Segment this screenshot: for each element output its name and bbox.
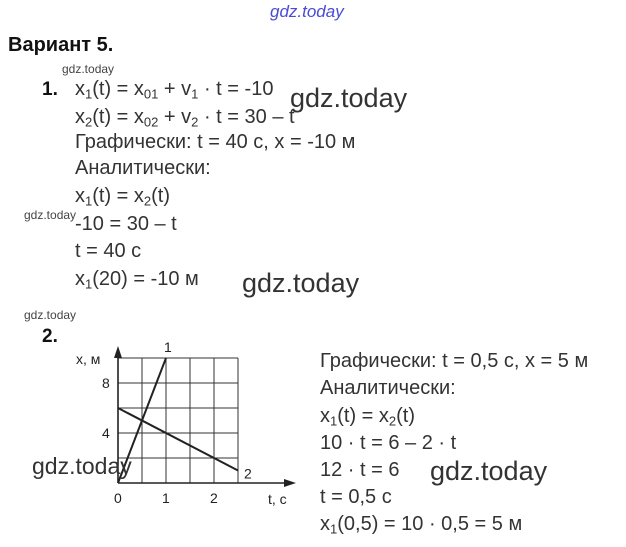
series-label: 1 — [164, 340, 172, 355]
task1-number: 1. — [42, 79, 58, 100]
watermark-large: gdz.today — [290, 83, 408, 113]
y-axis-label: x, м — [76, 351, 101, 367]
task2-eq3: 12 · t = 6 — [320, 459, 400, 481]
x-axis-arrow-icon — [284, 479, 296, 487]
x-axis-label: t, с — [268, 491, 287, 507]
task2-eq2: 10 · t = 6 – 2 · t — [320, 432, 457, 454]
task1-graphic-result: Графически: t = 40 с, x = -10 м — [75, 131, 356, 153]
series-line-2 — [118, 408, 238, 471]
task2-eq1: $x_1(t) = x_2(t)$ — [320, 405, 416, 429]
y-axis-arrow-icon — [114, 346, 122, 358]
task1-eq1: $x_1(t) = x_{01} + v_1 \cdot t = -10$ — [75, 78, 274, 102]
watermark-top: gdz.today — [270, 2, 344, 21]
task1-eq3: $x_1(t) = x_2(t)$ — [75, 185, 171, 209]
series-label: 2 — [244, 465, 252, 482]
task2-eq5: $x_1(0,5) = 10 \cdot 0,5 = 5$ м — [320, 513, 523, 537]
watermark-small: gdz.today — [24, 208, 77, 222]
task2-graphic-result: Графически: t = 0,5 с, x = 5 м — [320, 350, 589, 372]
task2-eq4: t = 0,5 с — [320, 486, 392, 508]
watermark-small: gdz.today — [24, 308, 77, 322]
task1-eq4: -10 = 30 – t — [75, 213, 177, 235]
watermark-small: gdz.today — [62, 62, 115, 76]
chart-axes — [114, 346, 296, 487]
watermark-large: gdz.today — [32, 453, 132, 479]
task2-number: 2. — [42, 326, 58, 347]
task2-analytic-heading: Аналитически: — [320, 377, 456, 399]
page-title: Вариант 5. — [8, 34, 114, 56]
chart-series — [118, 358, 238, 483]
chart-grid — [118, 358, 238, 483]
watermark-large: gdz.today — [242, 268, 360, 298]
position-time-chart — [60, 340, 305, 530]
x-tick-label: 2 — [210, 490, 218, 506]
watermark-large: gdz.today — [430, 456, 548, 486]
task1-eq6: $x_1(20) = -10$ м — [75, 268, 199, 292]
task1-eq5: t = 40 с — [75, 240, 142, 262]
y-tick-label: 8 — [102, 375, 110, 391]
task1-eq2: $x_2(t) = x_{02} + v_2 \cdot t = 30 - t$ — [75, 106, 295, 130]
x-tick-label: 1 — [162, 490, 170, 506]
x-tick-label: 0 — [114, 490, 122, 506]
task1-analytic-heading: Аналитически: — [75, 157, 211, 179]
y-tick-label: 4 — [102, 425, 110, 441]
chart-labels — [76, 340, 287, 507]
